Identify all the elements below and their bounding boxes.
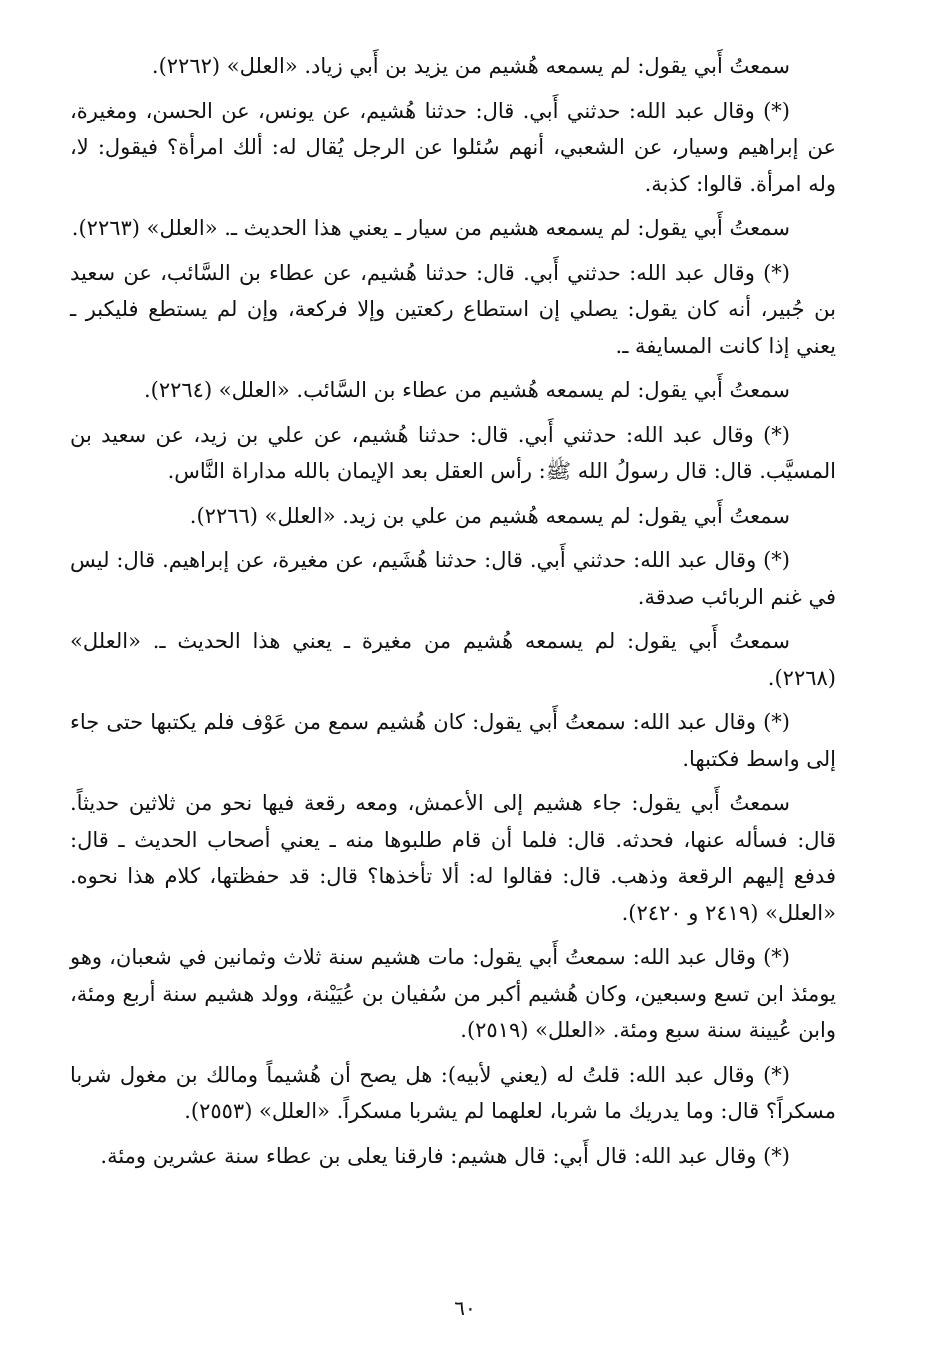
paragraph-4: (*) وقال عبد الله: حدثني أَبي. قال: حدثنا هُشيم، عن عطاء بن السَّائب، عن سعيد بن جُبير، أنه كان يقول: يصلي إن استطاع ركعتين وإلا فركعة، وإن لم يستطع فليكبر ـ يعني إذا كانت المسايفة ـ. (70, 260, 836, 358)
paragraph-3: سمعتُ أَبي يقول: لم يسمعه هشيم من سيار ـ يعني هذا الحديث ـ. «العلل» (٢٢٦٣). (71, 216, 790, 240)
paragraph-2: (*) وقال عبد الله: حدثني أَبي. قال: حدثنا هُشيم، عن يونس، عن الحسن، ومغيرة، عن إبراهيم وسيار، عن الشعبي، أنهم سُئلوا عن الرجل يُقال له: ألك امرأة؟ فيقول: لا، وله امرأة. قالوا: كذبة. (70, 98, 836, 196)
page-number: ٦٠ (454, 1296, 476, 1320)
paragraph-12: (*) وقال عبد الله: سمعتُ أَبي يقول: مات هشيم سنة ثلاث وثمانين في شعبان، وهو يومئذ ابن تسع وسبعين، وكان هُشيم أكبر من سُفيان بن عُيَيْنة، وولد هشيم سنة أربع ومئة، وابن عُيينة سنة سبع ومئة. «العلل» (٢٥١٩). (70, 945, 836, 1042)
page-body (70, 48, 836, 1182)
paragraph-1: سمعتُ أَبي يقول: لم يسمعه هُشيم من يزيد بن أَبي زياد. «العلل» (٢٢٦٢). (151, 54, 790, 78)
paragraph-13: (*) وقال عبد الله: قلتُ له (يعني لأبيه): هل يصح أن هُشيماً ومالك بن مغول شربا مسكراً؟ قال: وما يدريك ما شربا، لعلهما لم يشربا مسكراً. «العلل» (٢٥٥٣). (70, 1062, 836, 1123)
paragraph-10: (*) وقال عبد الله: سمعتُ أَبي يقول: كان هُشيم سمع من عَوْف فلم يكتبها حتى جاء إلى واسط فكتبها. (70, 710, 836, 771)
paragraph-9: سمعتُ أَبي يقول: لم يسمعه هُشيم من مغيرة ـ يعني هذا الحديث ـ. «العلل» (٢٢٦٨). (70, 629, 836, 690)
paragraph-14: (*) وقال عبد الله: قال أَبي: قال هشيم: فارقنا يعلى بن عطاء سنة عشرين ومئة. (100, 1143, 790, 1168)
paragraph-7: سمعتُ أَبي يقول: لم يسمعه هُشيم من علي بن زيد. «العلل» (٢٢٦٦). (189, 503, 790, 528)
paragraph-8: (*) وقال عبد الله: حدثني أَبي. قال: حدثنا هُشَيم، عن مغيرة، عن إبراهيم. قال: ليس في غنم الربائب صدقة. (70, 548, 836, 609)
paragraph-11: سمعتُ أَبي يقول: جاء هشيم إلى الأعمش، ومعه رقعة فيها نحو من ثلاثين حديثاً. قال: فسأله عنها، فحدثه. قال: فلما أن قام طلبوها منه ـ يعني أصحاب الحديث ـ قال: فدفع إليهم الرقعة وذهب. قال: فقالوا له: ألا تأخذها؟ قال: قد حفظتها، كلام هذا نحوه. «العلل» (٢٤١٩ و ٢٤٢٠). (70, 791, 836, 925)
paragraph-5: سمعتُ أَبي يقول: لم يسمعه هُشيم من عطاء بن السَّائب. «العلل» (٢٢٦٤). (143, 378, 790, 402)
paragraph-6: (*) وقال عبد الله: حدثني أَبي. قال: حدثنا هُشيم، عن علي بن زيد، عن سعيد بن المسيَّب. قال: قال رسولُ الله ﷺ: رأس العقل بعد الإيمان بالله مداراة النَّاس. (70, 422, 836, 483)
